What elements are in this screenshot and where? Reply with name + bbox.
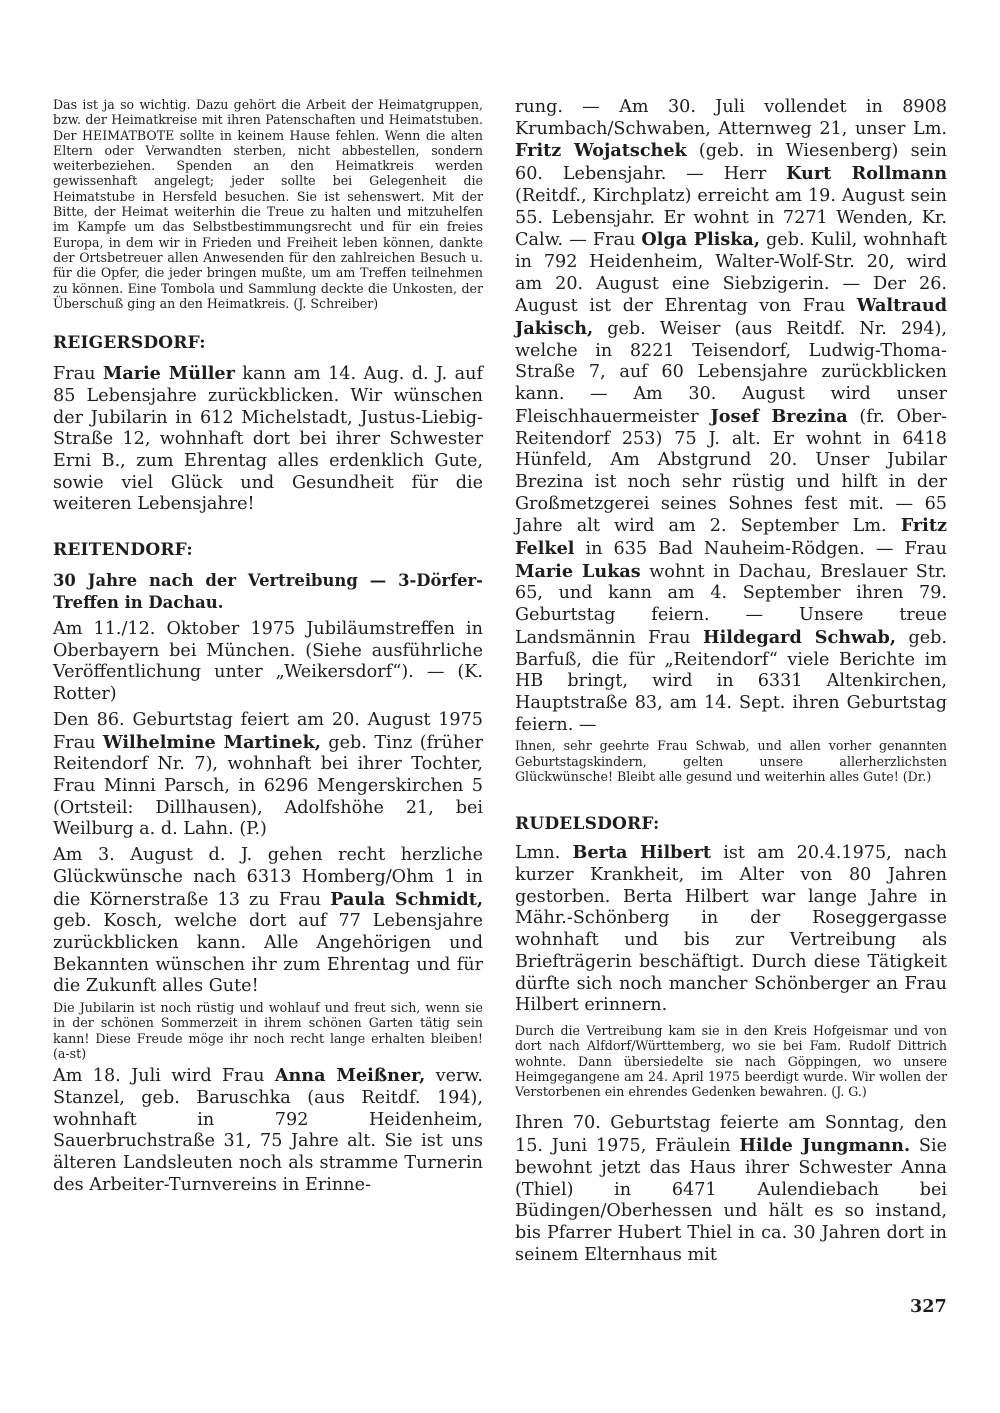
reitendorf-paragraph-3: Am 3. August d. J. gehen recht herzliche Glückwünsche nach 6313 Homberg/Ohm 1 in die Körnerstraße 13 zu Frau Paula Schmidt, geb. Kosch, welche dort auf 77 Lebensjahre zurückblicken kann. Alle Angehörigen und Bekannten wünschen ihr zum Ehrentag und für die Zukunft alles Gute! <box>53 845 483 997</box>
birthday-list-paragraph: rung. — Am 30. Juli vollendet in 8908 Krumbach/Schwaben, Atternweg 21, unser Lm. Fritz Wojatschek (geb. in Wiesenberg) sein 60. Lebensjahr. — Herr Kurt Rollmann (Reitdf., Kirchplatz) erreicht am 19. August sein 55. Lebensjahr. Er wohnt in 7271 Wenden, Kr. Calw. — Frau Olga Pliska, geb. Kulil, wohnhaft in 792 Heidenheim, Walter-Wolf-Str. 20, wird am 20. August eine Siebzigerin. — Der 26. August ist der Ehrentag von Frau Waltraud Jakisch, geb. Weiser (aus Reitdf. Nr. 294), welche in 8221 Teisendorf, Ludwig-Thoma-Straße 7, auf 60 Lebensjahre zurückblicken kann. — Am 30. August wird unser Fleischhauermeister Josef Brezina (fr. Ober-Reitendorf 253) 75 J. alt. Er wohnt in 6418 Hünfeld, Am Abstgrund 20. Unser Jubilar Brezina ist noch sehr rüstig und hilft in der Großmetzgerei seines Sohnes fest mit. — 65 Jahre alt wird am 2. September Lm. Fritz Felkel in 635 Bad Nauheim-Rödgen. — Frau Marie Lukas wohnt in Dachau, Breslauer Str. 65, und kann am 4. September ihren 79. Geburtstag feiern. — Unsere treue Landsmännin Frau Hildegard Schwab, geb. Barfuß, die für „Reitendorf“ viele Berichte im HB bringt, wird in 6331 Altenkirchen, Hauptstraße 83, am 14. Sept. ihren Geburtstag feiern. — <box>515 97 947 735</box>
reitendorf-subheading: 30 Jahre nach der Vertreibung — 3-Dörfer-Treffen in Dachau. <box>53 571 483 612</box>
person-name: Fritz Felkel <box>515 515 947 560</box>
person-name: Josef Brezina <box>710 405 848 427</box>
person-name: Waltraud Jakisch, <box>515 295 947 340</box>
person-name: Marie Müller <box>102 363 235 385</box>
greetings-small-note: Ihnen, sehr geehrte Frau Schwab, und allen vorher genannten Geburtstagskindern, gelten unsere allerherzlichsten Glückwünsche! Bleibt alle gesund und weiterhin alles Gute! (Dr.) <box>515 738 947 784</box>
rudelsdorf-small-note: Durch die Vertreibung kam sie in den Kreis Hofgeismar und von dort nach Alfdorf/Württemberg, wo sie bei Fam. Rudolf Dittrich wohnte. Dann übersiedelte sie nach Göppingen, wo unsere Heimgegangene am 24. April 1975 beerdigt wurde. Wir wollen der Verstorbenen ein ehrendes Gedenken bewahren. (J. G.) <box>515 1022 947 1100</box>
person-name: Fritz Wojatschek <box>515 140 687 162</box>
person-name: Paula Schmidt, <box>330 888 483 910</box>
reigersdorf-paragraph: Frau Marie Müller kann am 14. Aug. d. J. auf 85 Lebensjahre zurückblicken. Wir wünschen der Jubilarin in 612 Michelstadt, Justus-Liebig-Straße 12, wohnhaft dort bei ihrer Schwester Erni B., zum Ehrentag alles erdenklich Gute, sowie viel Glück und Gesundheit für die weiteren Lebensjahre! <box>53 363 484 515</box>
person-name: Olga Pliska, <box>641 229 760 251</box>
person-name: Hilde Jungmann. <box>739 1135 911 1157</box>
heading-rudelsdorf: RUDELSDORF: <box>515 814 660 835</box>
person-name: Wilhelmine Martinek, <box>102 731 321 753</box>
heading-reigersdorf: REIGERSDORF: <box>53 333 206 354</box>
reitendorf-paragraph-1: Am 11./12. Oktober 1975 Jubiläumstreffen in Oberbayern bei München. (Siehe ausführliche Veröffentlichung unter „Weikersdorf“). — (K. Rotter) <box>53 619 483 705</box>
person-name: Berta Hilbert <box>572 842 712 864</box>
reitendorf-paragraph-5: Am 18. Juli wird Frau Anna Meißner, verw. Stanzel, geb. Baruschka (aus Reitdf. 194), wohnhaft in 792 Heidenheim, Sauerbruchstraße 31, 75 Jahre alt. Sie ist uns älteren Landsleuten noch als stramme Turnerin des Arbeiter-Turnvereins in Erinne- <box>53 1065 484 1195</box>
person-name: Anna Meißner, <box>274 1065 426 1087</box>
rudelsdorf-paragraph-1: Lmn. Berta Hilbert ist am 20.4.1975, nach kurzer Krankheit, im Alter von 80 Jahren gestorben. Berta Hilbert war lange Jahre in Mähr.-Schönberg in der Roseggergasse wohnhaft und bis zur Vertreibung als Briefträgerin beschäftigt. Durch diese Tätigkeit dürfte sich noch mancher Schönberger an Frau Hilbert erinnern. <box>515 842 947 1016</box>
left-column <box>53 97 483 1196</box>
reitendorf-paragraph-2: Den 86. Geburtstag feiert am 20. August 1975 Frau Wilhelmine Martinek, geb. Tinz (früher Reitendorf Nr. 7), wohnhaft bei ihrer Tochter, Frau Minni Parsch, in 6296 Mengerskirchen 5 (Ortsteil: Dillhausen), Adolfshöhe 21, bei Weilburg a. d. Lahn. (P.) <box>53 709 484 840</box>
person-name: Kurt Rollmann <box>786 163 947 185</box>
reitendorf-small-note: Die Jubilarin ist noch rüstig und wohlauf und freut sich, wenn sie in der schönen Sommerzeit in ihrem schönen Garten tätig sein kann! Diese Freude möge ihr noch recht lange erhalten bleiben! (a-st) <box>53 1000 483 1061</box>
person-name: Marie Lukas <box>515 560 641 582</box>
right-column <box>515 97 947 1266</box>
person-name: Hildegard Schwab, <box>703 626 896 648</box>
rudelsdorf-paragraph-3: Ihren 70. Geburtstag feierte am Sonntag, den 15. Juni 1975, Fräulein Hilde Jungmann. Sie bewohnt jetzt das Haus ihrer Schwester Anna (Thiel) in 6471 Aulendiebach bei Büdingen/Oberhessen und hält es so instand, bis Pfarrer Hubert Thiel in ca. 30 Jahren dort in seinem Elternhaus mit <box>515 1113 948 1265</box>
heading-reitendorf: REITENDORF: <box>53 540 193 561</box>
intro-paragraph: Das ist ja so wichtig. Dazu gehört die Arbeit der Heimatgruppen, bzw. der Heimatkreise mit ihren Patenschaften und Heimatstuben. Der HEIMATBOTE sollte in keinem Hause fehlen. Wenn die alten Eltern oder Verwandten sterben, nicht abbestellen, sondern weiterbeziehen. Spenden an den Heimatkreis werden gewissenhaft angelegt; jeder sollte bei Gelegenheit die Heimatstube in Hersfeld besuchen. Sie ist sehenswert. Mit der Bitte, der Heimat weiterhin die Treue zu halten und mitzuhelfen im Kampfe um das Selbstbestimmungsrecht und für ein freies Europa, in dem wir in Frieden und Freiheit leben können, dankte der Ortsbetreuer allen Anwesenden für den zahlreichen Besuch u. für die Opfer, die jeder bringen mußte, um am Treffen teilnehmen zu können. Eine Tombola und Sammlung deckte die Unkosten, der Überschuß ging an den Heimatkreis. (J. Schreiber) <box>53 97 483 311</box>
page-number: 327 <box>910 1296 947 1317</box>
